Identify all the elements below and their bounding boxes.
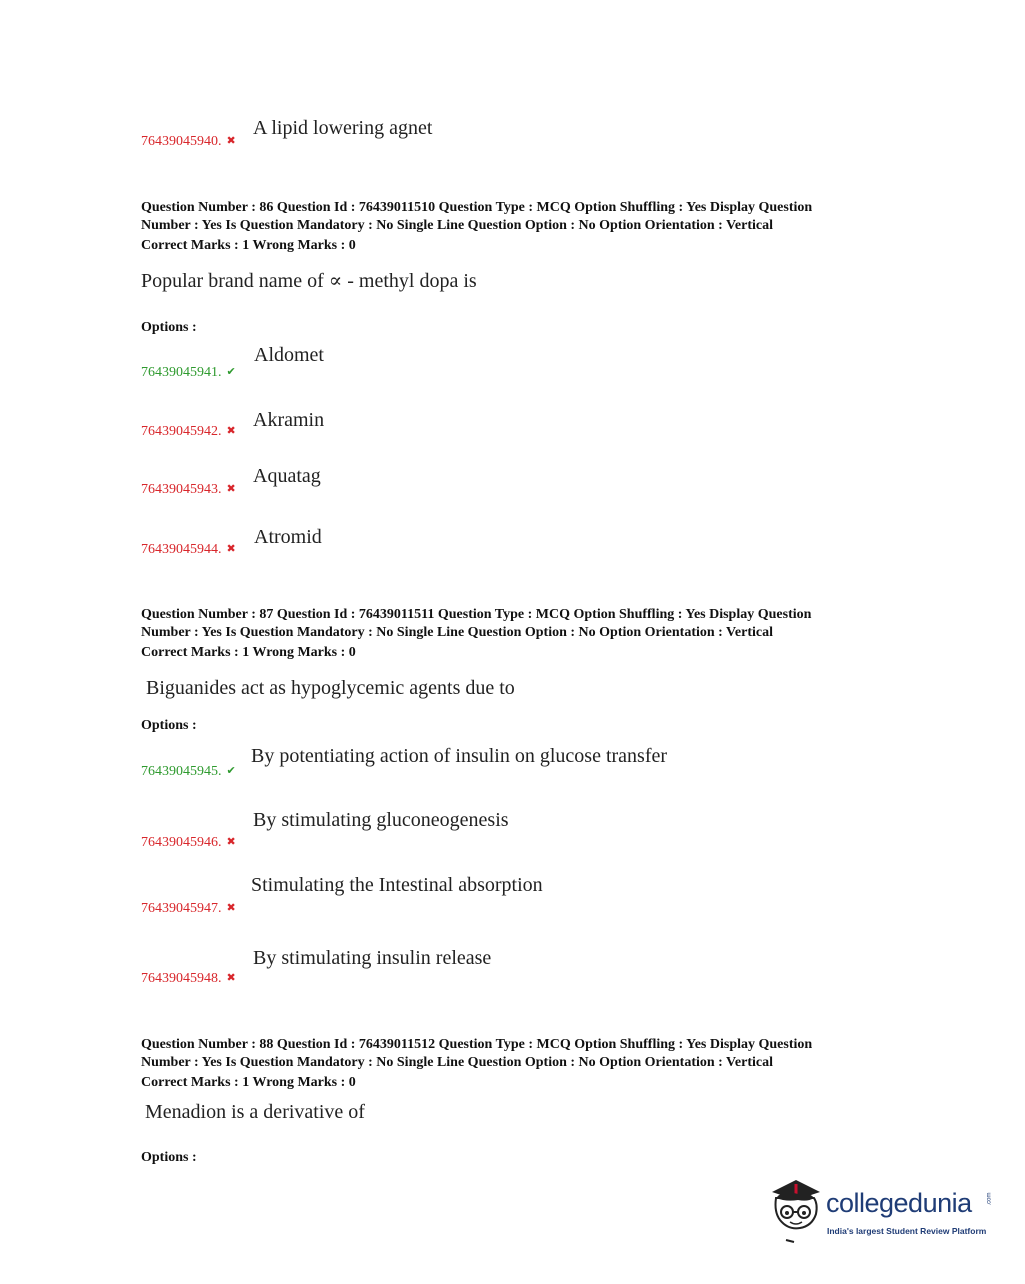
option-id: 76439045948. ✖: [141, 971, 236, 986]
question-meta-87: Question Number : 87 Question Id : 76439011511 Question Type : MCQ Option Shuffling : Yes Display Question Number : Yes Is Question Mandatory : No Single Line Question Option : No Option Orientation : Vertical Correct Marks : 1 Wrong Marks : 0: [141, 607, 812, 660]
cross-icon: ✖: [226, 902, 236, 914]
question-meta-86: Question Number : 86 Question Id : 76439011510 Question Type : MCQ Option Shuffling : Yes Display Question Number : Yes Is Question Mandatory : No Single Line Question Option : No Option Orientation : Vertical Correct Marks : 1 Wrong Marks : 0: [141, 200, 813, 253]
option-id: 76439045944. ✖: [141, 542, 236, 557]
cross-icon: ✖: [226, 135, 236, 147]
question-text-86: Popular brand name of ∝ - methyl dopa is: [141, 270, 477, 292]
cross-icon: ✖: [226, 543, 236, 555]
mascot-icon: [768, 1176, 828, 1246]
option-text: Stimulating the Intestinal absorption: [251, 874, 543, 896]
option-text: By potentiating action of insulin on glucose transfer: [251, 745, 668, 767]
check-icon: ✔: [226, 366, 236, 378]
options-label: Options :: [141, 1150, 197, 1165]
cross-icon: ✖: [226, 836, 236, 848]
option-text: Aldomet: [254, 344, 324, 366]
option-text: Aquatag: [253, 465, 321, 487]
logo-suffix: .com: [986, 1192, 993, 1206]
options-label: Options :: [141, 320, 197, 335]
option-id: 76439045942. ✖: [141, 424, 236, 439]
option-text: Atromid: [254, 526, 322, 548]
question-meta-88: Question Number : 88 Question Id : 76439011512 Question Type : MCQ Option Shuffling : Yes Display Question Number : Yes Is Question Mandatory : No Single Line Question Option : No Option Orientation : Vertical Correct Marks : 1 Wrong Marks : 0: [141, 1037, 813, 1090]
cross-icon: ✖: [226, 972, 236, 984]
cross-icon: ✖: [226, 425, 236, 437]
option-id: 76439045945. ✔: [141, 764, 236, 779]
option-id: 76439045943. ✖: [141, 482, 236, 497]
check-icon: ✔: [226, 765, 236, 777]
logo-wordmark: collegedunia: [826, 1188, 972, 1218]
option-text: By stimulating insulin release: [253, 947, 492, 969]
options-label: Options :: [141, 718, 197, 733]
option-text: By stimulating gluconeogenesis: [253, 809, 509, 831]
option-id: 76439045940. ✖: [141, 134, 236, 149]
question-text-88: Menadion is a derivative of: [145, 1101, 365, 1123]
option-id: 76439045947. ✖: [141, 901, 236, 916]
cross-icon: ✖: [226, 483, 236, 495]
logo-tagline: India's largest Student Review Platform: [827, 1226, 987, 1236]
option-text: A lipid lowering agnet: [253, 117, 433, 139]
option-text: Akramin: [253, 409, 325, 431]
question-text-87: Biguanides act as hypoglycemic agents due to: [146, 677, 515, 699]
option-id: 76439045946. ✖: [141, 835, 236, 850]
option-id: 76439045941. ✔: [141, 365, 236, 380]
collegedunia-logo: [768, 1176, 998, 1246]
